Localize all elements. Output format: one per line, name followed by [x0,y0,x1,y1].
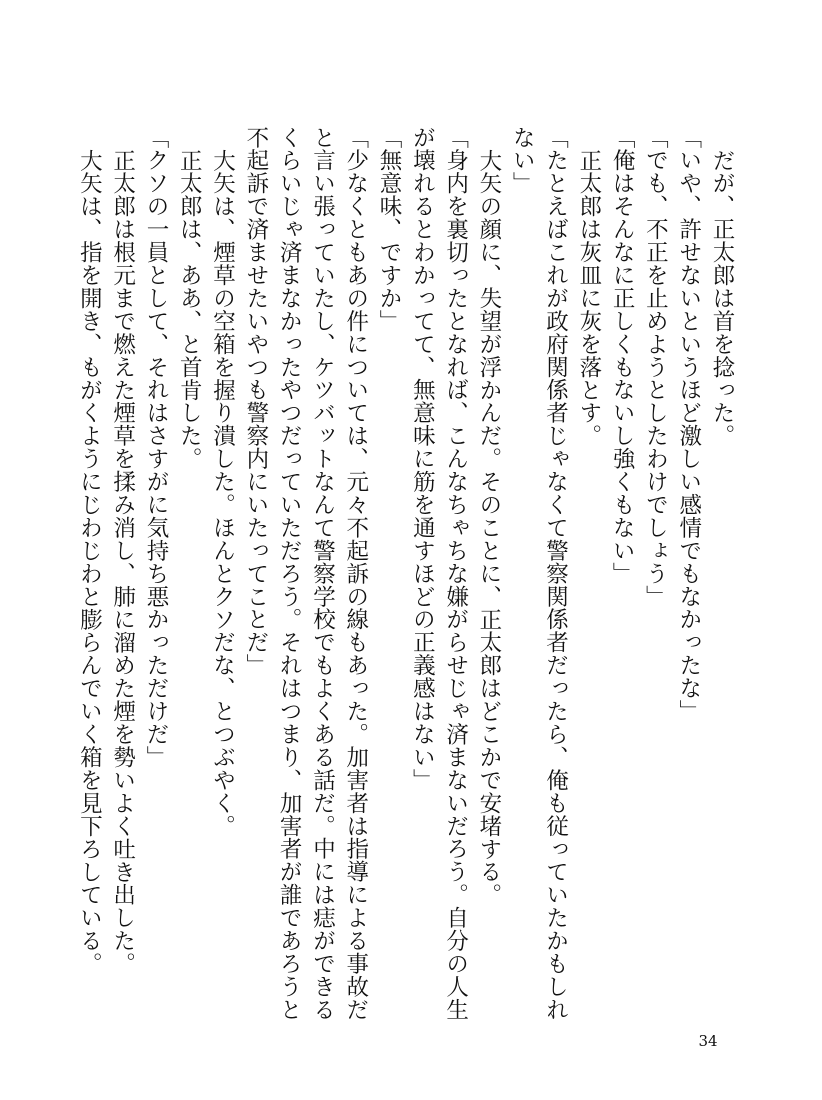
dialogue-line: 「無意味、ですか」 [376,126,403,333]
dialogue-line: 「いや、許せないというほど激しい感情でもなかったな」 [675,126,702,723]
paragraph: 正太郎は灰皿に灰を落とす。 [575,148,602,447]
paragraph: 大矢は、指を開き、もがくようにじわじわと膨らんでいく箱を見下ろしている。 [76,148,103,975]
dialogue-line: 「少なくともあの件については、元々不起訴の線もあった。加害者は指導による事故だと言い張っていたし、ケツバットなんて警察学校でもよくある話だ。中には痣ができるくらいじゃ済まなかったやつだっていただろう。それはつまり、加害者が誰であろうと不起訴で済ませたいやつも警察内にいたってことだ」 [242,126,369,1022]
page-number: 34 [698,1032,718,1050]
paragraph: だが、正太郎は首を捻った。 [709,148,735,447]
dialogue-line: 「クソの一員として、それはさすがに気持ち悪かっただけだ」 [142,126,169,769]
paragraph: 大矢は、煙草の空箱を握り潰した。ほんとクソだな、とつぶやく。 [209,148,236,837]
paragraph: 正太郎は、ああ、と首肯した。 [176,148,203,470]
paragraph: 大矢の顔に、失望が浮かんだ。そのことに、正太郎はどこかで安堵する。 [475,148,502,906]
dialogue-line: 「たとえばこれが政府関係者じゃなくて警察関係者だったら、俺も従っていたかもしれない」 [509,126,569,1022]
paragraph: 正太郎は根元まで燃えた煙草を揉み消し、肺に溜めた煙を勢いよく吐き出した。 [109,148,136,975]
dialogue-line: 「身内を裏切ったとなれば、こんなちゃちな嫌がらせじゃ済まないだろう。自分の人生が壊れるとわかってて、無意味に筋を通すほどの正義感はない」 [409,126,469,1022]
novel-body-text [78,126,738,1026]
dialogue-line: 「でも、不正を止めようとしたわけでしょう」 [642,126,669,608]
dialogue-line: 「俺はそんなに正しくもないし強くもない」 [609,126,636,585]
